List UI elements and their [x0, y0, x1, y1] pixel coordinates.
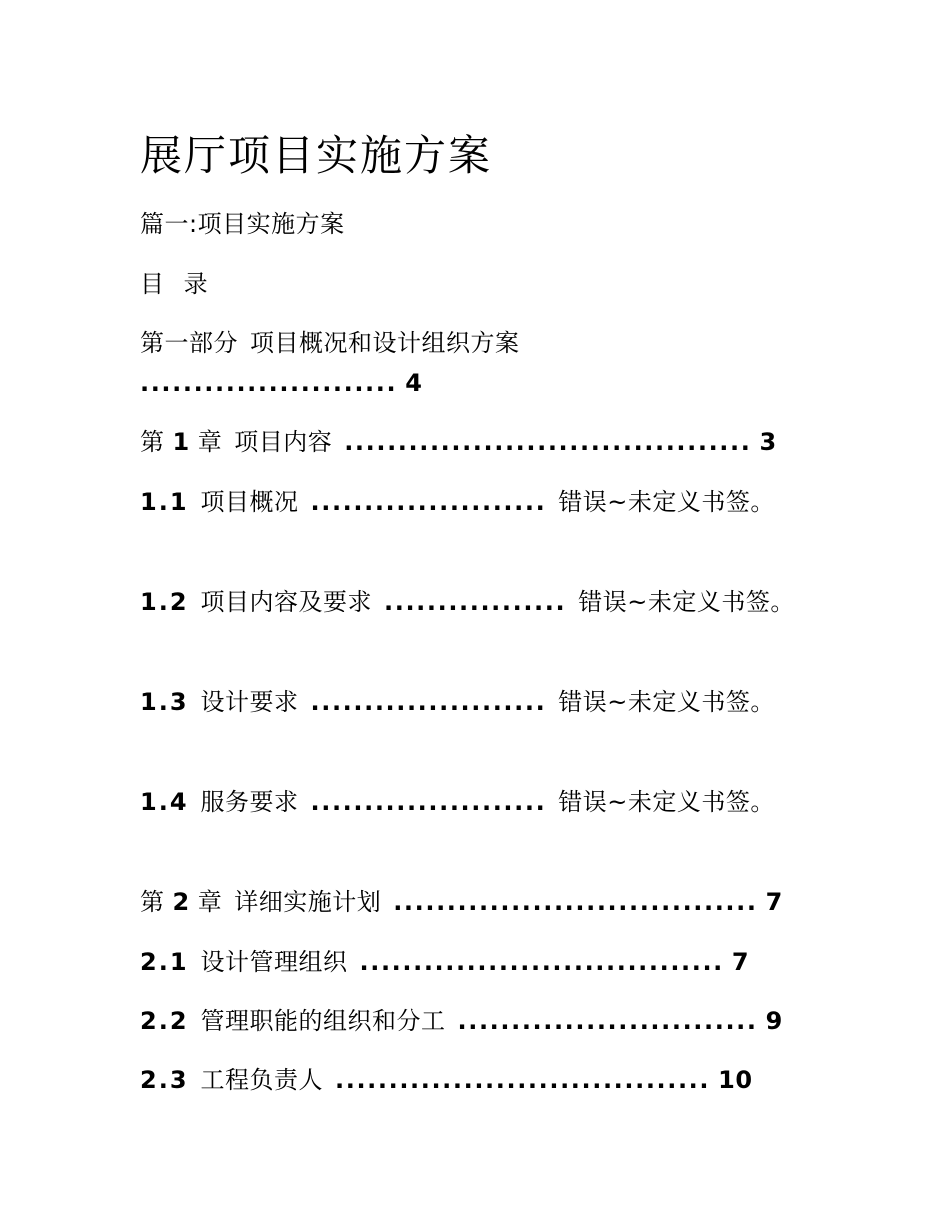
- toc-entry-text: 工程负责人: [200, 1066, 324, 1094]
- toc-leader-dots: ..................................: [393, 888, 758, 916]
- toc-entry-text: 项目内容: [234, 428, 333, 456]
- toc-leader-dots: ......................: [310, 788, 547, 816]
- toc-part-label: 第一部分: [140, 329, 238, 357]
- toc-leader-dots: ......................: [310, 688, 547, 716]
- toc-entry-1-4[interactable]: [140, 786, 775, 818]
- toc-page-number: 7: [731, 948, 750, 976]
- toc-section-number: 1.1: [140, 488, 189, 516]
- toc-chapter-number: 2: [172, 888, 190, 916]
- toc-entry-text: 详细实施计划: [234, 888, 382, 916]
- subtitle: 篇一:项目实施方案: [140, 210, 345, 238]
- toc-section-number: 2.1: [140, 948, 189, 976]
- toc-page-error: 错误~未定义书签。: [558, 788, 775, 816]
- toc-section-number: 1.4: [140, 788, 189, 816]
- toc-leader-dots: ........................: [140, 369, 398, 397]
- toc-page-number: 4: [405, 369, 423, 397]
- toc-part-text: 项目概况和设计组织方案: [250, 329, 520, 357]
- toc-heading: 目 录: [140, 270, 214, 298]
- toc-entry-text: 项目内容及要求: [200, 588, 373, 616]
- toc-entry-text: 服务要求: [200, 788, 299, 816]
- toc-entry-1-1[interactable]: [140, 486, 775, 518]
- toc-section-number: 1.3: [140, 688, 189, 716]
- toc-entry-text: 设计管理组织: [200, 948, 348, 976]
- toc-section-number: 2.3: [140, 1066, 189, 1094]
- toc-chapter-prefix: 第: [140, 888, 165, 916]
- toc-chapter-suffix: 章: [197, 888, 223, 916]
- toc-part-1[interactable]: [140, 327, 520, 359]
- toc-entry-text: 管理职能的组织和分工: [200, 1007, 446, 1035]
- toc-chapter-prefix: 第: [140, 428, 165, 456]
- toc-part-1-leader[interactable]: [140, 367, 422, 399]
- toc-leader-dots: .................: [384, 588, 567, 616]
- toc-entry-1-3[interactable]: [140, 686, 775, 718]
- toc-entry-2-2[interactable]: [140, 1005, 783, 1037]
- toc-entry-2-1[interactable]: [140, 946, 749, 978]
- toc-page-error: 错误~未定义书签。: [578, 588, 795, 616]
- toc-entry-text: 设计要求: [200, 688, 299, 716]
- toc-entry-chapter-1[interactable]: [140, 426, 777, 458]
- toc-leader-dots: ............................: [457, 1007, 758, 1035]
- toc-page-number: 3: [759, 428, 777, 456]
- toc-page-number: 10: [718, 1066, 753, 1094]
- toc-entry-1-2[interactable]: [140, 586, 795, 618]
- toc-leader-dots: ......................................: [344, 428, 752, 456]
- toc-entry-chapter-2[interactable]: [140, 886, 783, 918]
- toc-section-number: 1.2: [140, 588, 189, 616]
- toc-page-number: 7: [765, 888, 783, 916]
- toc-section-number: 2.2: [140, 1007, 189, 1035]
- toc-page-error: 错误~未定义书签。: [558, 688, 775, 716]
- toc-entry-2-3[interactable]: [140, 1064, 753, 1096]
- toc-entry-text: 项目概况: [200, 488, 299, 516]
- toc-leader-dots: ......................: [310, 488, 547, 516]
- toc-chapter-number: 1: [172, 428, 190, 456]
- toc-page-error: 错误~未定义书签。: [558, 488, 775, 516]
- toc-leader-dots: ...................................: [335, 1066, 711, 1094]
- toc-chapter-suffix: 章: [197, 428, 223, 456]
- toc-page-number: 9: [765, 1007, 783, 1035]
- toc-leader-dots: ..................................: [359, 948, 724, 976]
- document-title: 展厅项目实施方案: [140, 131, 493, 180]
